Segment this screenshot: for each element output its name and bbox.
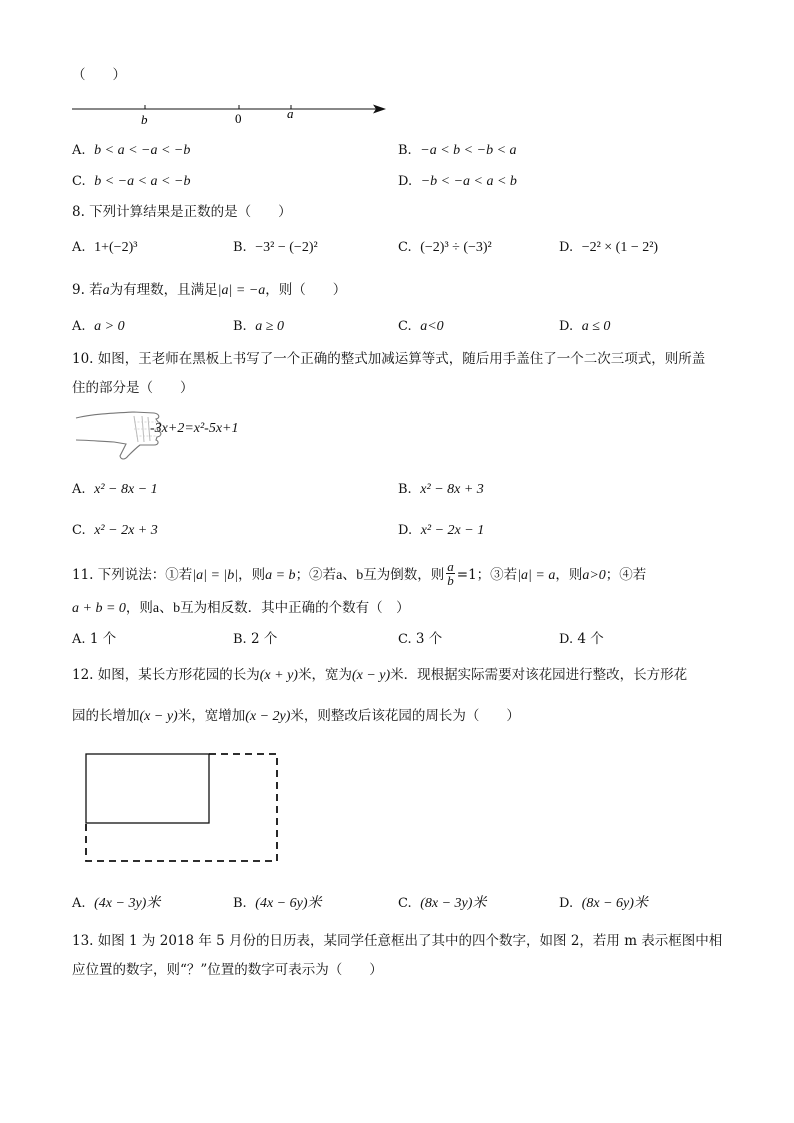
- q13-line1: 13. 如图 1 为 2018 年 5 月份的日历表，某同学任意框出了其中的四个数字，如图 2，若用 m 表示框图中相: [72, 933, 723, 949]
- q10-option-a[interactable]: A. x² − 8x − 1: [72, 482, 158, 497]
- q11-line1: 11. 下列说法：①若|a| = |b|，则a = b；②若a、b互为倒数，则 $\frac{a}{b}$ =1；③若|a| = a，则a>0；④若: [72, 559, 647, 588]
- q9-option-a[interactable]: A. a > 0: [72, 319, 125, 334]
- expanded-garden-outline: [86, 754, 277, 861]
- q7-paren: （ ）: [72, 67, 126, 83]
- q11-option-b[interactable]: B. 2 个: [233, 631, 278, 647]
- q7-option-c[interactable]: C. b < −a < a < −b: [72, 174, 191, 189]
- q11-option-a[interactable]: A. 1 个: [72, 631, 117, 647]
- q12-option-d[interactable]: D. (8x − 6y)米: [559, 896, 648, 911]
- q10-option-b[interactable]: B. x² − 8x + 3: [398, 482, 484, 497]
- number-line-b-label: b: [141, 112, 148, 127]
- number-line-a-label: a: [287, 106, 294, 121]
- garden-diagram: [80, 748, 285, 868]
- q8-option-b[interactable]: B. −3² − (−2)²: [233, 240, 318, 255]
- q12-option-c[interactable]: C. (8x − 3y)米: [398, 896, 487, 911]
- q10-stem-line1: 10. 如图，王老师在黑板上书写了一个正确的整式加减运算等式，随后用手盖住了一个二次三项式，则所盖: [72, 351, 706, 367]
- q11-line2: a + b = 0，则a、b互为相反数．其中正确的个数有（ ）: [72, 600, 410, 616]
- q12-line1: 12. 如图，某长方形花园的长为(x + y)米，宽为(x − y)米．现根据实际需要对该花园进行整改，长方形花: [72, 667, 688, 683]
- number-line: [68, 96, 393, 128]
- q8-stem: 8. 下列计算结果是正数的是（ ）: [72, 204, 292, 220]
- q9-option-c[interactable]: C. a<0: [398, 319, 444, 334]
- q13-line2: 应位置的数字，则“？”位置的数字可表示为（ ）: [72, 962, 383, 978]
- q10-option-d[interactable]: D. x² − 2x − 1: [398, 523, 485, 538]
- q11-fraction: $\frac{a}{b}$: [447, 559, 454, 588]
- q8-option-d[interactable]: D. −2² × (1 − 2²): [559, 240, 659, 255]
- q12-option-a[interactable]: A. (4x − 3y)米: [72, 896, 161, 911]
- q11-option-c[interactable]: C. 3 个: [398, 631, 443, 647]
- q8-option-c[interactable]: C. (−2)³ ÷ (−3)²: [398, 240, 492, 255]
- q12-option-b[interactable]: B. (4x − 6y)米: [233, 896, 322, 911]
- q8-option-a[interactable]: A. 1+(−2)³: [72, 240, 138, 255]
- q7-option-b[interactable]: B. −a < b < −b < a: [398, 143, 517, 158]
- q10-option-c[interactable]: C. x² − 2x + 3: [72, 523, 158, 538]
- q9-stem: 9. 若a为有理数，且满足|a| = −a，则（ ）: [72, 282, 347, 298]
- q7-option-a[interactable]: A. b < a < −a < −b: [72, 143, 191, 158]
- q9-option-b[interactable]: B. a ≥ 0: [233, 319, 284, 334]
- q10-equation: -3x+2=x²-5x+1: [150, 421, 239, 436]
- original-garden-rect: [86, 754, 209, 823]
- q9-option-d[interactable]: D. a ≤ 0: [559, 319, 611, 334]
- q12-line2: 园的长增加(x − y)米，宽增加(x − 2y)米，则整改后该花园的周长为（ ）: [72, 708, 520, 724]
- q7-option-d[interactable]: D. −b < −a < a < b: [398, 174, 517, 189]
- q11-option-d[interactable]: D. 4 个: [559, 631, 604, 647]
- q10-stem-line2: 住的部分是（ ）: [72, 380, 194, 396]
- number-line-zero-label: 0: [235, 111, 242, 126]
